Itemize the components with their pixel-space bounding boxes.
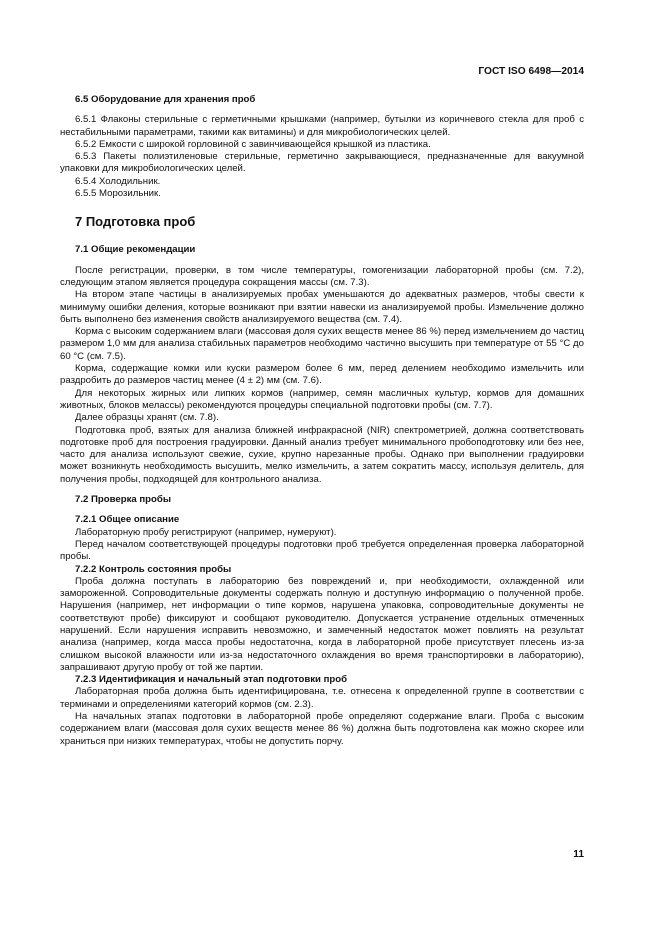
paragraph-7-1-5: Для некоторых жирных или липких кормов (например, семян масличных культур, кормов для домашних животных, блоков мелассы) рекомендуются процедуры специальной подготовки пробы (см. 7.7). — [60, 387, 584, 411]
section-7-2-3-heading: 7.2.3 Идентификация и начальный этап подготовки проб — [75, 674, 348, 686]
paragraph-6-5-5: 6.5.5 Морозильник. — [75, 188, 161, 200]
section-7-2-1-heading: 7.2.1 Общее описание — [75, 514, 180, 526]
paragraph-7-2-1-1: Лабораторную пробу регистрируют (например, нумеруют). — [75, 526, 337, 538]
paragraph-6-5-2: 6.5.2 Емкости с широкой горловиной с завинчивающейся крышкой из пластика. — [75, 138, 431, 150]
page-number: 11 — [573, 849, 584, 860]
section-7-1-heading: 7.1 Общие рекомендации — [75, 244, 196, 256]
paragraph-7-2-1-2: Перед началом соответствующей процедуры подготовки проб требуется определенная проверка лабораторной пробы. — [60, 538, 584, 563]
section-7-heading: 7 Подготовка проб — [75, 214, 196, 230]
paragraph-6-5-4: 6.5.4 Холодильник. — [75, 175, 161, 187]
paragraph-7-1-2: На втором этапе частицы в анализируемых пробах уменьшаются до адекватных размеров, чтобы свести к минимуму ошибки деления, которые возникают при взятии навески из анализируемой пробы. Измельчение должно быть выполнено без изменения свойств анализируемого вещества (см. 7.4). — [60, 289, 584, 325]
paragraph-7-1-1: После регистрации, проверки, в том числе температуры, гомогенизации лабораторной пробы (см. 7.2), следующим этапом является процедура сокращения массы (см. 7.3). — [60, 264, 584, 288]
section-7-2-heading: 7.2 Проверка пробы — [75, 494, 172, 506]
standard-code-header: ГОСТ ISO 6498—2014 — [478, 66, 584, 77]
paragraph-7-1-7: Подготовка проб, взятых для анализа ближней инфракрасной (NIR) спектрометрией, должна соответствовать подготовке проб для построения градуировки. Данный анализ требует минимального пробоподготовку или без нее, часто для анализа используют свежие, сухие, крупно нарезанные пробы. Однако при выполнении градуировки может возникнуть необходимость высушить, мелко измельчить, а затем сократить массу, используя делитель, для получения пробы, подходящей для контрольного анализа. — [60, 424, 584, 485]
page-body — [60, 94, 584, 748]
paragraph-7-2-3-2: На начальных этапах подготовки в лабораторной пробе определяют содержание влаги. Проба с высоким содержанием влаги (массовая доля сухих веществ менее 86 %) должна быть подготовлена как можно скорее или храниться при низких температурах, чтобы не допустить порчу. — [60, 711, 584, 747]
section-7-2-2-heading: 7.2.2 Контроль состояния пробы — [75, 563, 232, 575]
paragraph-6-5-1: 6.5.1 Флаконы стерильные с герметичными крышками (например, бутылки из коричневого стекла для проб с нестабильными параметрами, такими как витамины) и для микробиологических целей. — [60, 114, 584, 138]
paragraph-7-1-3: Корма с высоким содержанием влаги (массовая доля сухих веществ менее 86 %) перед измельчением до частиц размером 1,0 мм для анализа стабильных параметров необходимо частично высушить при температуре от 55 °C до 60 °C (см. 7.5). — [60, 326, 584, 362]
paragraph-7-1-6: Далее образцы хранят (см. 7.8). — [75, 412, 219, 424]
paragraph-6-5-3: 6.5.3 Пакеты полиэтиленовые стерильные, герметично закрывающиеся, предназначенные для вакуумной упаковки для микробиологических целей. — [60, 151, 584, 175]
paragraph-7-2-2-1: Проба должна поступать в лабораторию без повреждений и, при необходимости, охлажденной или замороженной. Сопроводительные документы содержать полную и доступную информацию о полученной пробе. Нарушения (например, нет информации о типе кормов, нарушена упаковка, сопроводительные документы не соответствуют пробе) фиксируют и сообщают руководителю. Допускается устранение отдельных отмеченных нарушений. Если нарушения исправить невозможно, и замеченный недостаток может повлиять на результат анализа (например, когда масса пробы недостаточна, когда в лабораторной пробе присутствует плесень из-за слишком высокой влажности или из-за недостаточного охлаждения во время транспортировки в лабораторию), запрашивают другую пробу от той же партии. — [60, 575, 584, 673]
section-6-5-heading: 6.5 Оборудование для хранения проб — [75, 94, 256, 105]
paragraph-7-2-3-1: Лабораторная проба должна быть идентифицирована, т.е. отнесена к определенной группе в соответствии с терминами и определениями категорий кормов (см. 2.3). — [60, 686, 584, 710]
paragraph-7-1-4: Корма, содержащие комки или куски размером более 6 мм, перед делением необходимо измельчить или раздробить до размеров частиц менее (4 ± 2) мм (см. 7.6). — [60, 363, 584, 387]
